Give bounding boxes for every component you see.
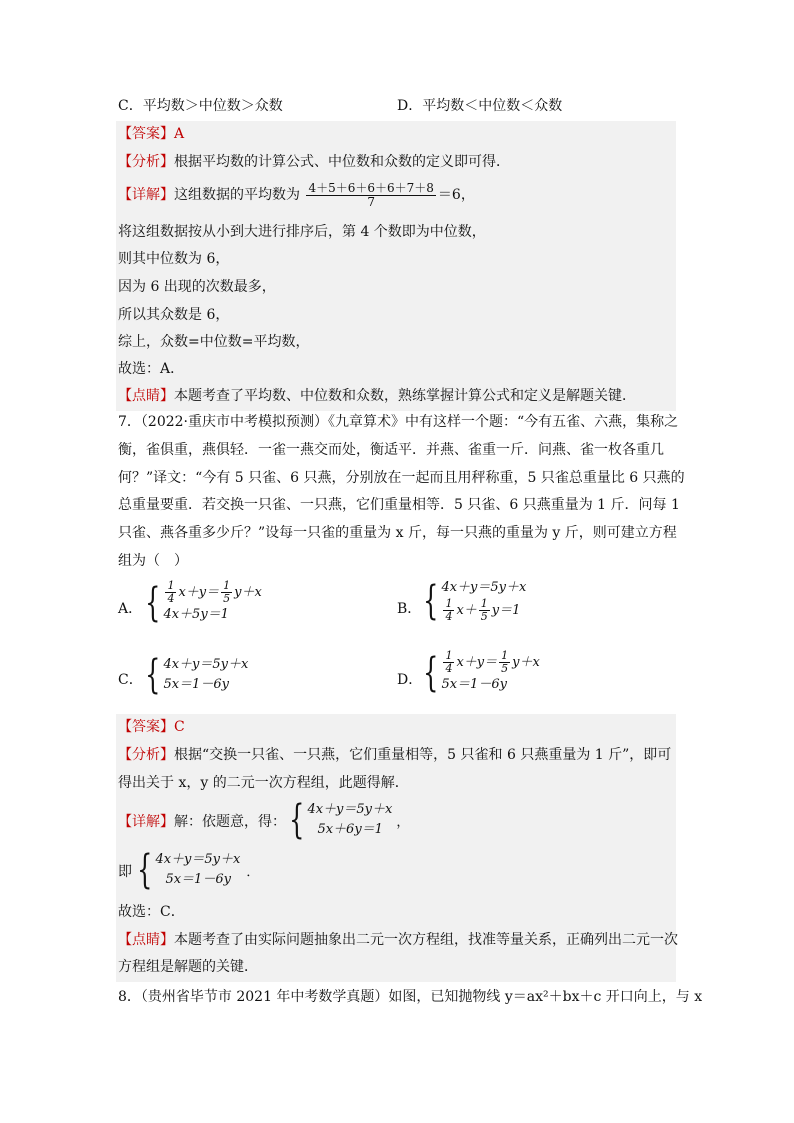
solution-system-2: { 4x＋y＝5y＋x 5x＝1－6y ． <box>137 847 260 893</box>
solution-system-1-eq2: 5x＋6y＝1 <box>317 822 383 837</box>
option-c-label: C． <box>118 672 143 688</box>
detail-line-q6 <box>118 178 475 212</box>
q7-stem-line: 衡，雀俱重，燕俱轻．一雀一燕交而处，衡适平．并燕、雀重一斤．问燕、雀一枚各重几 <box>118 442 664 458</box>
q8-stem-line: 8．（贵州省毕节市 2021 年中考数学真题）如图，已知抛物线 y＝ax²＋bx＋c 开口向上，与 x <box>118 989 703 1005</box>
analysis-tag: 【分析】 <box>118 154 174 170</box>
detail-pre: 这组数据的平均数为 <box>174 187 300 203</box>
mean-result: ＝6， <box>437 187 475 203</box>
comment-text: 本题考查了由实际问题抽象出二元一次方程组，找准等量关系，正确列出二元一次 <box>174 932 678 948</box>
mean-denominator: 7 <box>367 194 375 209</box>
comment-line-q7-2: 方程组是解题的关键． <box>118 959 258 975</box>
answer-tag: 【答案】 <box>118 126 174 142</box>
answer-line-q7 <box>118 717 185 737</box>
solution-system-2-eq1: 4x＋y＝5y＋x <box>155 852 241 867</box>
option-b-eq1: 4x＋y＝5y＋x <box>441 580 527 595</box>
option-c-eq1: 4x＋y＝5y＋x <box>163 657 249 672</box>
option-d-eq1: $\frac{1}{4}$ x＋y＝ $\frac{1}{5}$ y＋x <box>445 649 540 675</box>
detail-pre: 解：依题意，得： <box>174 814 286 830</box>
analysis-text: 根据平均数的计算公式、中位数和众数的定义即可得． <box>174 154 510 170</box>
answer-line-q6 <box>118 124 184 144</box>
detail-line-2: 则其中位数为 6， <box>118 251 230 267</box>
analysis-line-q7-2: 得出关于 x，y 的二元一次方程组，此题得解． <box>118 775 409 791</box>
answer-value: C <box>174 719 185 735</box>
choose-line-q7: 故选：C． <box>118 904 185 920</box>
q7-stem-line: 只雀、燕各重多少斤？”设每一只雀的重量为 x 斤，每一只燕的重量为 y 斤，则可建立方程 <box>118 525 677 541</box>
detail-line-4: 所以其众数是 6， <box>118 307 230 323</box>
analysis-tag: 【分析】 <box>118 747 174 763</box>
mean-fraction <box>306 182 435 209</box>
comment-line-q7 <box>118 930 678 950</box>
option-d-label: D． <box>397 672 423 688</box>
option-d-eq2: 5x＝1－6y <box>441 677 507 692</box>
option-a-system <box>140 580 262 625</box>
detail-line-q7 <box>118 812 286 832</box>
comment-tag: 【点睛】 <box>118 932 174 948</box>
brace-icon: { <box>145 652 161 698</box>
detail-line-3: 因为 6 出现的次数最多， <box>118 279 276 295</box>
option-b-eq2: $\frac{1}{4}$ x＋ $\frac{1}{5}$ y＝1 <box>445 597 521 623</box>
analysis-line-q6 <box>118 152 510 172</box>
option-c-eq2: 5x＝1－6y <box>163 677 229 692</box>
brace-icon: { <box>423 577 439 624</box>
ji-label: 即 <box>118 864 132 880</box>
comment-tag: 【点睛】 <box>118 388 174 404</box>
option-a-eq2: 4x＋5y＝1 <box>163 607 229 622</box>
mean-numerator: 4＋5＋6＋6＋6＋7＋8 <box>308 180 434 195</box>
option-c-prev: C．平均数＞中位数＞众数 <box>118 98 283 114</box>
q7-stem-line: 何？”译文：“今有 5 只雀、6 只燕，分别放在一起而且用秤称重，5 只雀总重量比 6 只燕的 <box>118 470 685 486</box>
q7-stem-line: 总重量要重．若交换一只雀、一只燕，它们重量相等．5 只雀、6 只燕重量为 1 斤．问每 1 <box>118 497 680 513</box>
option-d-prev: D．平均数＜中位数＜众数 <box>397 98 563 114</box>
option-b-system <box>418 578 526 623</box>
solution-system-2-eq2: 5x＝1－6y <box>165 872 231 887</box>
option-c-system <box>140 652 249 698</box>
detail-line-6: 故选：A． <box>118 361 185 377</box>
detail-line-1: 将这组数据按从小到大进行排序后，第 4 个数即为中位数， <box>118 224 486 240</box>
analysis-text: 根据“交换一只雀、一只燕，它们重量相等，5 只雀和 6 只燕重量为 1 斤”，即可 <box>174 747 672 763</box>
option-a-eq1: $\frac{1}{4}$ x＋y＝ $\frac{1}{5}$ y＋x <box>167 579 262 605</box>
answer-tag: 【答案】 <box>118 719 174 735</box>
brace-icon: { <box>145 579 161 626</box>
brace-icon: { <box>423 649 439 696</box>
solution-system-1-eq1: 4x＋y＝5y＋x <box>307 802 393 817</box>
brace-icon: { <box>289 797 305 843</box>
solution-system-1: { 4x＋y＝5y＋x 5x＋6y＝1 ， <box>289 797 410 843</box>
detail-line-5: 综上，众数=中位数=平均数， <box>118 334 310 350</box>
brace-icon: { <box>137 847 153 893</box>
answer-value: A <box>174 126 185 142</box>
comment-line-q6 <box>118 386 636 406</box>
option-a-label: A． <box>118 601 143 617</box>
detail-tag: 【详解】 <box>118 814 174 830</box>
q7-stem-line: 组为（ ） <box>118 553 188 569</box>
option-b-label: B． <box>397 601 422 617</box>
q7-stem-line: 7．（2022·重庆市中考模拟预测）《九章算术》中有这样一个题：“今有五雀、六燕，集称之 <box>118 414 679 430</box>
detail-tag: 【详解】 <box>118 187 174 203</box>
comment-text: 本题考查了平均数、中位数和众数，熟练掌握计算公式和定义是解题关键． <box>174 388 636 404</box>
option-d-system <box>418 650 540 695</box>
analysis-line-q7 <box>118 745 671 765</box>
